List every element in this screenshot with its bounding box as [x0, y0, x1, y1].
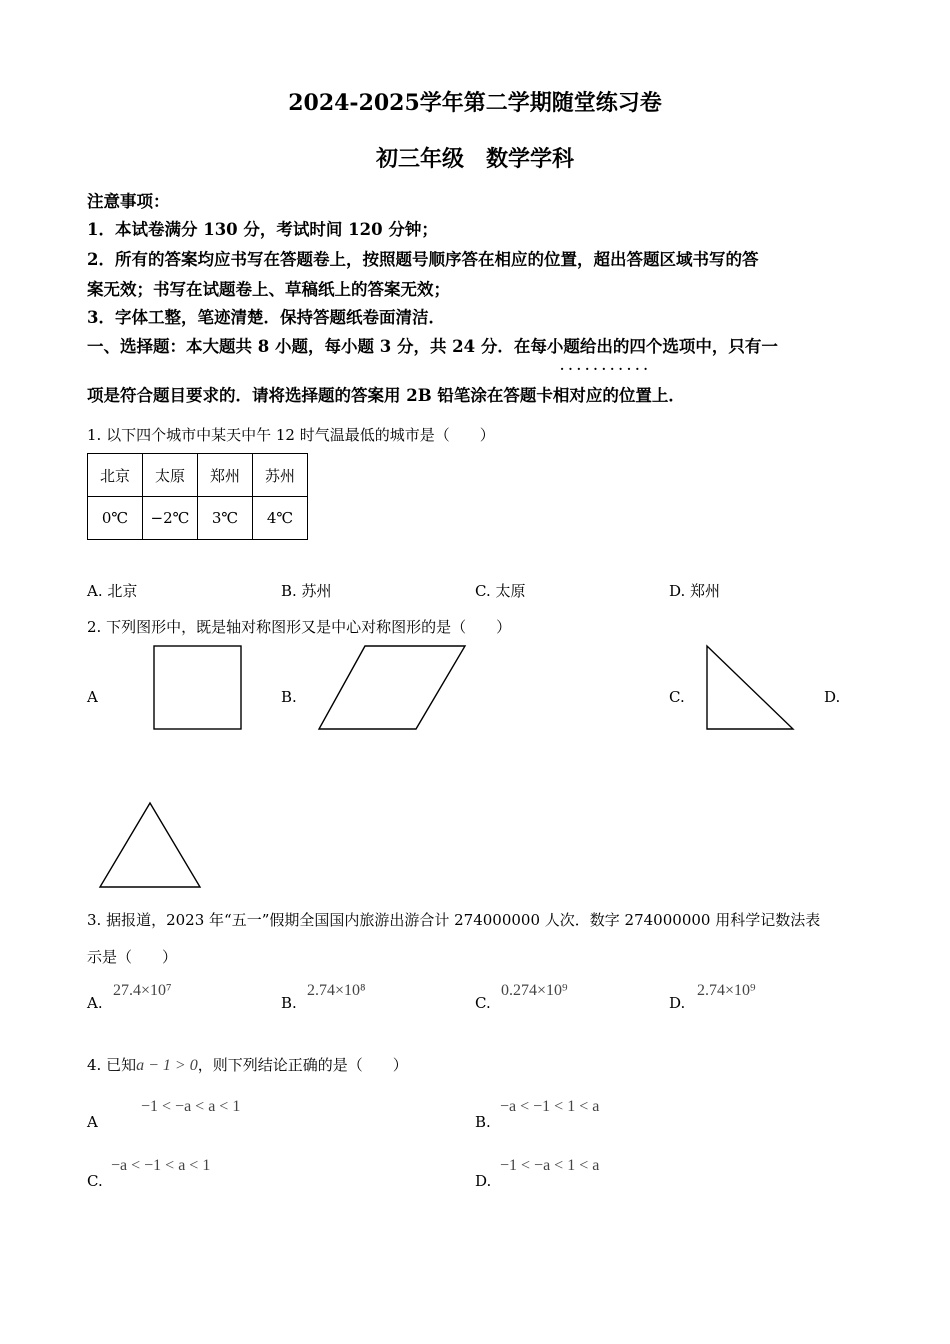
- q3-stem-line2: 示是（ ）: [87, 948, 178, 966]
- table-cell-temp: 3℃: [198, 497, 253, 540]
- q3-label-b[interactable]: B.: [281, 994, 297, 1012]
- note-item-3: 3．字体工整，笔迹清楚．保持答题纸卷面清洁．: [87, 308, 445, 327]
- q4-label-d[interactable]: D.: [475, 1172, 492, 1190]
- right-triangle-figure: [706, 645, 796, 731]
- table-cell-temp: 4℃: [253, 497, 308, 540]
- table-cell-city: 苏州: [253, 454, 308, 497]
- q3-stem-line1: 3. 据报道，2023 年“五一”假期全国国内旅游出游合计 274000000 人次．数字 274000000 用科学记数法表: [87, 911, 821, 929]
- table-row: [88, 454, 308, 497]
- q1-option-c[interactable]: C. 太原: [475, 582, 526, 600]
- square-figure: [153, 645, 243, 731]
- parallelogram-figure: [318, 645, 468, 731]
- q4-option-c[interactable]: −a < −1 < a < 1: [111, 1157, 211, 1174]
- q4-option-b[interactable]: −a < −1 < 1 < a: [500, 1098, 600, 1115]
- q3-label-a[interactable]: A.: [87, 994, 103, 1012]
- notes-heading: 注意事项：: [87, 192, 170, 211]
- table-row: [88, 497, 308, 540]
- note-item-1: 1．本试卷满分 130 分，考试时间 120 分钟；: [87, 220, 438, 239]
- table-cell-city: 太原: [143, 454, 198, 497]
- q1-stem: 1. 以下四个城市中某天中午 12 时气温最低的城市是（ ）: [87, 426, 495, 444]
- q3-option-b[interactable]: 2.74×10⁸: [307, 982, 366, 999]
- q2-label-a[interactable]: A: [87, 688, 98, 706]
- q1-option-d[interactable]: D. 郑州: [669, 582, 721, 600]
- section1-intro-line1: 一、选择题：本大题共 8 小题，每小题 3 分，共 24 分．在每小题给出的四个选项中，只有一: [87, 337, 778, 356]
- section1-intro-line2: 项是符合题目要求的．请将选择题的答案用 2B 铅笔涂在答题卡相对应的位置上．: [87, 386, 685, 405]
- q3-option-c[interactable]: 0.274×10⁹: [501, 982, 568, 999]
- q2-label-b[interactable]: B.: [281, 688, 297, 706]
- note-item-2-cont: 案无效；书写在试题卷上、草稿纸上的答案无效；: [87, 280, 450, 299]
- q2-label-c[interactable]: C.: [669, 688, 685, 706]
- q2-label-d[interactable]: D.: [824, 688, 841, 706]
- q3-label-c[interactable]: C.: [475, 994, 491, 1012]
- q4-label-c[interactable]: C.: [87, 1172, 103, 1190]
- q4-label-b[interactable]: B.: [475, 1113, 491, 1131]
- q2-stem: 2. 下列图形中，既是轴对称图形又是中心对称图形的是（ ）: [87, 618, 512, 636]
- page-subtitle: 初三年级 数学学科: [375, 146, 574, 172]
- note-item-2: 2．所有的答案均应书写在答题卷上，按照题号顺序答在相应的位置，超出答题区域书写的答: [87, 250, 759, 269]
- q4-option-a[interactable]: −1 < −a < a < 1: [141, 1098, 241, 1115]
- table-cell-temp: −2℃: [143, 497, 198, 540]
- q4-condition: a − 1 > 0: [136, 1057, 198, 1074]
- q3-label-d[interactable]: D.: [669, 994, 686, 1012]
- equilateral-triangle-figure: [99, 802, 203, 890]
- q4-stem: [87, 1054, 408, 1075]
- q3-option-a[interactable]: 27.4×10⁷: [113, 982, 172, 999]
- page-title: 2024-2025学年第二学期随堂练习卷: [288, 90, 662, 116]
- emphasis-dots: · · · · · · · · · · ·: [560, 362, 648, 376]
- table-cell-city: 郑州: [198, 454, 253, 497]
- q4-label-a[interactable]: A: [87, 1113, 98, 1131]
- q1-option-a[interactable]: A. 北京: [87, 582, 138, 600]
- table-cell-temp: 0℃: [88, 497, 143, 540]
- table-cell-city: 北京: [88, 454, 143, 497]
- q4-stem-prefix: 4. 已知: [87, 1056, 137, 1074]
- q3-option-d[interactable]: 2.74×10⁹: [697, 982, 756, 999]
- q4-option-d[interactable]: −1 < −a < 1 < a: [500, 1157, 600, 1174]
- q4-stem-suffix: ，则下列结论正确的是（ ）: [197, 1056, 408, 1074]
- q1-temperature-table: [87, 453, 308, 540]
- q1-option-b[interactable]: B. 苏州: [281, 582, 332, 600]
